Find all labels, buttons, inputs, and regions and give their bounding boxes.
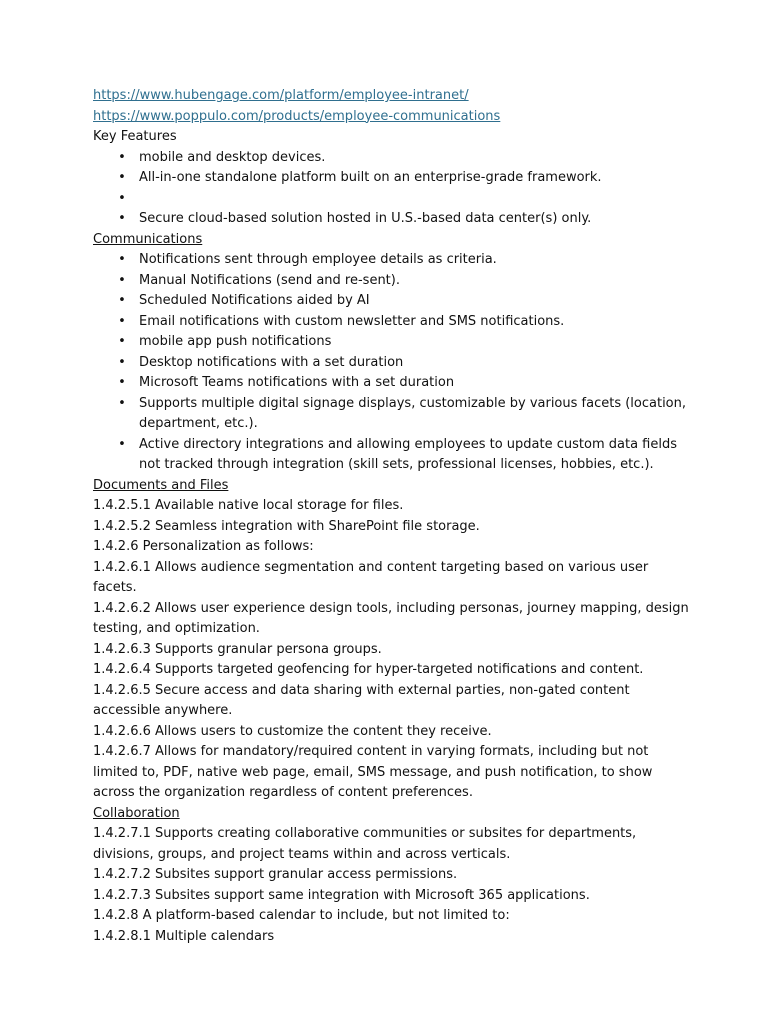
bullet-icon: • (118, 272, 126, 288)
document-page (93, 86, 693, 947)
communications-list (93, 250, 693, 476)
list-item: • Microsoft Teams notifications with a set duration (93, 373, 693, 394)
list-item: • Secure cloud-based solution hosted in U.S.-based data center(s) only. (93, 209, 693, 230)
bullet-icon: • (118, 334, 126, 349)
doc-line: 1.4.2.6.4 Supports targeted geofencing for hyper-targeted notifications and content. (93, 662, 644, 677)
bullet-icon: • (118, 354, 126, 370)
doc-line: 1.4.2.6.6 Allows users to customize the content they receive. (93, 723, 492, 739)
bullet-icon: • (118, 436, 126, 452)
list-item: • Supports multiple digital signage displays, customizable by various facets (location, department, etc.). (93, 394, 693, 435)
bullet-icon: • (118, 211, 126, 226)
bullet-icon: • (118, 395, 126, 411)
list-item: • All-in-one standalone platform built on an enterprise-grade framework. (93, 168, 693, 189)
list-item: • Notifications sent through employee details as criteria. (93, 250, 693, 271)
list-item: • Active directory integrations and allowing employees to update custom data fields not tracked through integration (skill sets, professional licenses, hobbies, etc.). (93, 435, 693, 476)
list-item: • mobile app push notifications (93, 332, 693, 353)
list-item: • Manual Notifications (send and re-sent). (93, 271, 693, 292)
bullet-icon: • (118, 190, 126, 206)
collab-line: 1.4.2.7.1 Supports creating collaborative communities or subsites for departments, divisions, groups, and project teams within and across verticals. (93, 826, 637, 862)
key-features-list (93, 148, 693, 230)
list-item (93, 189, 693, 210)
bullet-icon: • (118, 170, 126, 185)
documents-heading: Documents and Files (93, 477, 229, 493)
collaboration-heading: Collaboration (93, 805, 180, 821)
collab-line: 1.4.2.7.3 Subsites support same integration with Microsoft 365 applications. (93, 887, 590, 903)
bullet-icon: • (118, 375, 126, 390)
doc-line: 1.4.2.5.1 Available native local storage for files. (93, 498, 404, 513)
bullet-icon: • (118, 313, 126, 329)
poppulo-link[interactable]: https://www.poppulo.com/products/employee-communications (93, 108, 501, 124)
list-item: • mobile and desktop devices. (93, 148, 693, 169)
communications-heading: Communications (93, 231, 203, 247)
list-item: • Scheduled Notifications aided by AI (93, 291, 693, 312)
collab-line: 1.4.2.8 A platform-based calendar to include, but not limited to: (93, 908, 510, 923)
doc-line: 1.4.2.6.5 Secure access and data sharing with external parties, non-gated content accessible anywhere. (93, 682, 630, 718)
hubengage-link[interactable]: https://www.hubengage.com/platform/employee-intranet/ (93, 88, 469, 103)
bullet-icon: • (118, 252, 126, 267)
key-features-heading: Key Features (93, 129, 177, 144)
list-item: • Desktop notifications with a set duration (93, 353, 693, 374)
collab-line: 1.4.2.8.1 Multiple calendars (93, 928, 275, 944)
link-line-2 (93, 107, 693, 128)
doc-line: 1.4.2.5.2 Seamless integration with SharePoint file storage. (93, 518, 480, 534)
bullet-icon: • (118, 293, 126, 308)
doc-line: 1.4.2.6.2 Allows user experience design tools, including personas, journey mapping, design testing, and optimization. (93, 600, 689, 636)
link-line-1 (93, 86, 693, 107)
list-item: • Email notifications with custom newsletter and SMS notifications. (93, 312, 693, 333)
doc-line: 1.4.2.6 Personalization as follows: (93, 539, 314, 554)
doc-line: 1.4.2.6.7 Allows for mandatory/required content in varying formats, including but not limited to, PDF, native web page, email, SMS message, and push notification, to show across the organization regardless of content preferences. (93, 744, 653, 800)
bullet-icon: • (118, 149, 126, 165)
collab-line: 1.4.2.7.2 Subsites support granular access permissions. (93, 867, 458, 882)
doc-line: 1.4.2.6.1 Allows audience segmentation and content targeting based on various user facets. (93, 559, 649, 595)
doc-line: 1.4.2.6.3 Supports granular persona groups. (93, 641, 382, 657)
